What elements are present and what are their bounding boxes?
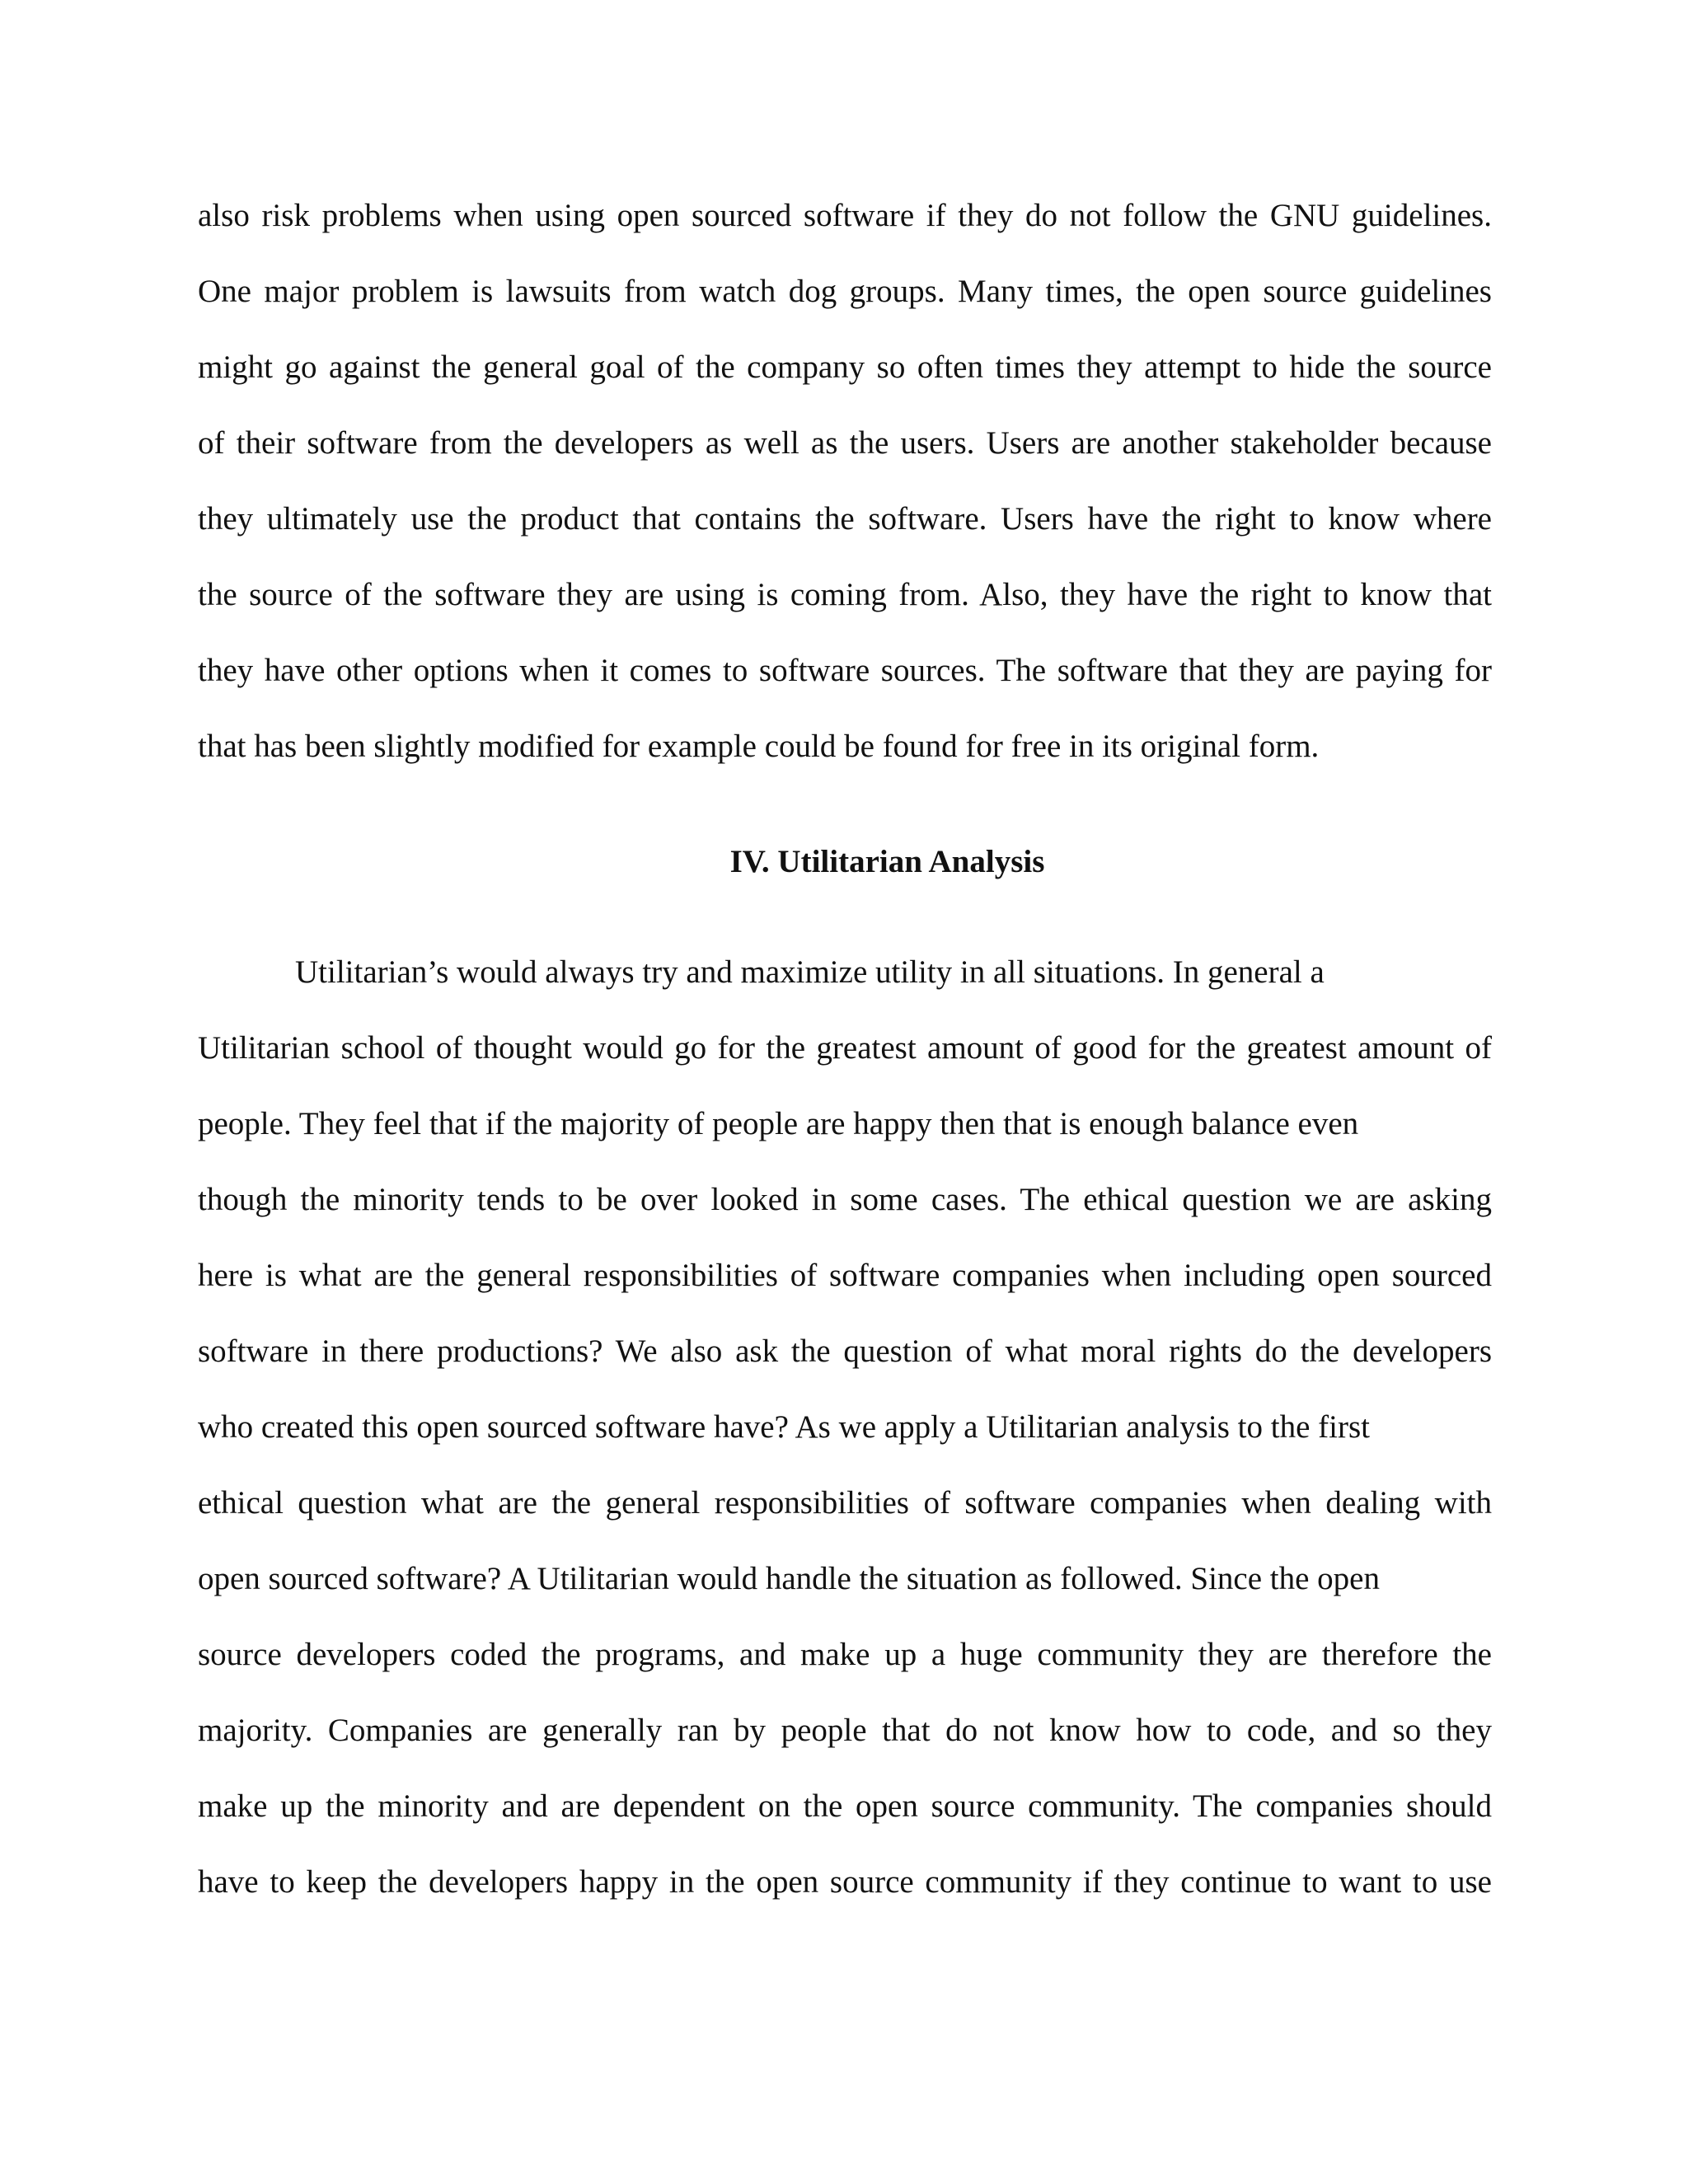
section-heading: IV. Utilitarian Analysis	[729, 844, 1045, 879]
text-line: ethical question what are the general responsibilities of software companies when dealing with	[198, 1485, 1492, 1521]
text-line: Utilitarian’s would always try and maximize utility in all situations. In general a	[295, 954, 1325, 990]
text-line: they have other options when it comes to software sources. The software that they are paying for	[198, 653, 1492, 688]
text-line: who created this open sourced software have? As we apply a Utilitarian analysis to the first	[198, 1409, 1370, 1445]
text-line: Utilitarian school of thought would go for the greatest amount of good for the greatest amount of	[198, 1030, 1492, 1066]
text-line: make up the minority and are dependent on the open source community. The companies should	[198, 1788, 1492, 1824]
text-line: here is what are the general responsibilities of software companies when including open sourced	[198, 1258, 1492, 1293]
paragraph-stakeholders	[198, 178, 1492, 785]
text-line: majority. Companies are generally ran by people that do not know how to code, and so they	[198, 1713, 1492, 1748]
text-line: though the minority tends to be over looked in some cases. The ethical question we are asking	[198, 1182, 1492, 1217]
text-line: One major problem is lawsuits from watch dog groups. Many times, the open source guidelines	[198, 274, 1492, 309]
text-line: also risk problems when using open sourced software if they do not follow the GNU guidelines.	[198, 198, 1492, 233]
text-line: software in there productions? We also ask the question of what moral rights do the developers	[198, 1333, 1492, 1369]
text-line: they ultimately use the product that contains the software. Users have the right to know where	[198, 501, 1492, 537]
text-line: of their software from the developers as well as the users. Users are another stakeholder because	[198, 425, 1492, 461]
text-line: people. They feel that if the majority of people are happy then that is enough balance even	[198, 1106, 1359, 1141]
text-line: the source of the software they are using is coming from. Also, they have the right to know that	[198, 577, 1492, 612]
paragraph-utilitarian-analysis	[198, 935, 1492, 1920]
text-line: open sourced software? A Utilitarian would handle the situation as followed. Since the open	[198, 1561, 1380, 1596]
text-line: that has been slightly modified for example could be found for free in its original form.	[198, 729, 1320, 764]
text-line: source developers coded the programs, and make up a huge community they are therefore the	[198, 1637, 1492, 1672]
text-line: might go against the general goal of the company so often times they attempt to hide the source	[198, 349, 1492, 385]
text-line: have to keep the developers happy in the open source community if they continue to want to use	[198, 1864, 1492, 1900]
